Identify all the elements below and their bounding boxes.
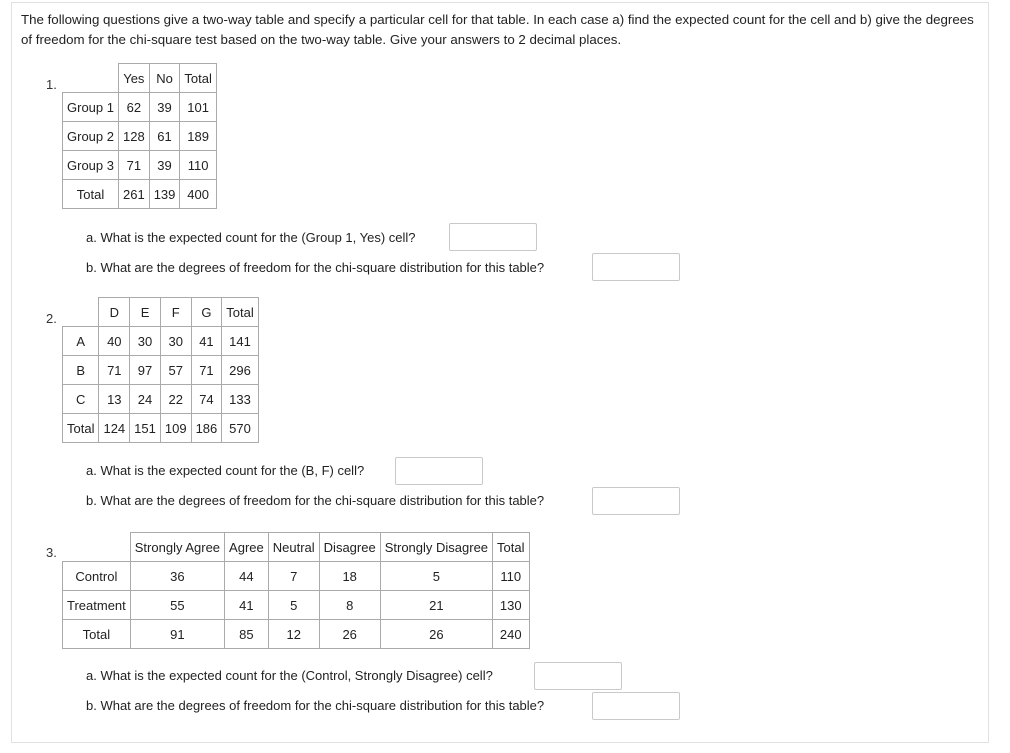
column-header: Total — [180, 64, 216, 93]
column-header: G — [191, 298, 222, 327]
table-cell: 261 — [118, 180, 149, 209]
two-way-table-3 — [62, 532, 530, 649]
answer-1b-input[interactable] — [592, 253, 680, 281]
table-row — [63, 385, 259, 414]
table-cell: 57 — [160, 356, 191, 385]
table-row — [63, 327, 259, 356]
table-row — [63, 356, 259, 385]
table-row — [63, 620, 530, 649]
table-cell: 570 — [222, 414, 258, 443]
row-header: Total — [63, 620, 131, 649]
question-2a-text: a. What is the expected count for the (B, F) cell? — [86, 463, 365, 478]
table-cell: 41 — [225, 591, 269, 620]
question-3b-text: b. What are the degrees of freedom for the chi-square distribution for this table? — [86, 698, 545, 713]
table-cell: 26 — [319, 620, 380, 649]
column-header: Neutral — [268, 533, 319, 562]
question-3a-text: a. What is the expected count for the (Control, Strongly Disagree) cell? — [86, 668, 493, 683]
table-row — [63, 122, 217, 151]
table-row — [63, 151, 217, 180]
table-cell: 71 — [118, 151, 149, 180]
table-cell: 55 — [130, 591, 224, 620]
table-cell: 141 — [222, 327, 258, 356]
table-cell: 71 — [191, 356, 222, 385]
question-panel — [11, 2, 989, 743]
answer-3a-input[interactable] — [534, 662, 622, 690]
table-cell: 101 — [180, 93, 216, 122]
table-cell: 40 — [99, 327, 130, 356]
table-cell: 21 — [380, 591, 492, 620]
table-cell: 85 — [225, 620, 269, 649]
row-header: Group 1 — [63, 93, 119, 122]
answer-3b-input[interactable] — [592, 692, 680, 720]
row-header: A — [63, 327, 99, 356]
column-header: E — [130, 298, 161, 327]
table-cell: 61 — [149, 122, 180, 151]
table-cell: 133 — [222, 385, 258, 414]
table-row — [63, 93, 217, 122]
table-cell: 30 — [130, 327, 161, 356]
table-cell: 24 — [130, 385, 161, 414]
table-cell: 39 — [149, 151, 180, 180]
row-header: Treatment — [63, 591, 131, 620]
table-cell: 240 — [493, 620, 529, 649]
table-cell: 22 — [160, 385, 191, 414]
table-cell: 39 — [149, 93, 180, 122]
question-number: 2. — [46, 311, 57, 326]
table-cell: 5 — [380, 562, 492, 591]
table-cell: 13 — [99, 385, 130, 414]
column-header: Strongly Disagree — [380, 533, 492, 562]
table-row — [63, 562, 530, 591]
row-header: B — [63, 356, 99, 385]
table-cell: 296 — [222, 356, 258, 385]
table-cell: 26 — [380, 620, 492, 649]
question-number: 3. — [46, 545, 57, 560]
table-corner — [63, 298, 99, 327]
row-header: Total — [63, 414, 99, 443]
column-header: Total — [493, 533, 529, 562]
answer-1a-input[interactable] — [449, 223, 537, 251]
question-1b-text: b. What are the degrees of freedom for the chi-square distribution for this table? — [86, 260, 545, 275]
column-header: Disagree — [319, 533, 380, 562]
table-cell: 30 — [160, 327, 191, 356]
table-cell: 139 — [149, 180, 180, 209]
table-cell: 41 — [191, 327, 222, 356]
table-cell: 12 — [268, 620, 319, 649]
table-cell: 400 — [180, 180, 216, 209]
two-way-table-1 — [62, 63, 217, 209]
table-corner — [63, 64, 119, 93]
table-cell: 110 — [493, 562, 529, 591]
row-header: Control — [63, 562, 131, 591]
table-row — [63, 180, 217, 209]
answer-2b-input[interactable] — [592, 487, 680, 515]
table-cell: 130 — [493, 591, 529, 620]
column-header: F — [160, 298, 191, 327]
question-2b-text: b. What are the degrees of freedom for the chi-square distribution for this table? — [86, 493, 545, 508]
table-cell: 186 — [191, 414, 222, 443]
table-cell: 189 — [180, 122, 216, 151]
table-corner — [63, 533, 131, 562]
table-cell: 36 — [130, 562, 224, 591]
column-header: Strongly Agree — [130, 533, 224, 562]
table-cell: 91 — [130, 620, 224, 649]
question-number: 1. — [46, 77, 57, 92]
table-cell: 109 — [160, 414, 191, 443]
table-cell: 44 — [225, 562, 269, 591]
table-cell: 62 — [118, 93, 149, 122]
table-row — [63, 591, 530, 620]
table-cell: 18 — [319, 562, 380, 591]
table-cell: 5 — [268, 591, 319, 620]
column-header: Agree — [225, 533, 269, 562]
table-cell: 97 — [130, 356, 161, 385]
table-row — [63, 414, 259, 443]
table-cell: 151 — [130, 414, 161, 443]
column-header: Yes — [118, 64, 149, 93]
table-cell: 124 — [99, 414, 130, 443]
answer-2a-input[interactable] — [395, 457, 483, 485]
row-header: Group 2 — [63, 122, 119, 151]
row-header: C — [63, 385, 99, 414]
table-cell: 71 — [99, 356, 130, 385]
instructions-text: The following questions give a two-way table and specify a particular cell for that table. In each case a) find the expected count for the cell and b) give the degrees of freedom for the chi-square test based on the two-way table. Give your answers to 2 decimal places. — [21, 12, 974, 47]
table-cell: 110 — [180, 151, 216, 180]
column-header: Total — [222, 298, 258, 327]
column-header: D — [99, 298, 130, 327]
two-way-table-2 — [62, 297, 259, 443]
column-header: No — [149, 64, 180, 93]
table-cell: 128 — [118, 122, 149, 151]
table-cell: 7 — [268, 562, 319, 591]
table-cell: 8 — [319, 591, 380, 620]
row-header: Group 3 — [63, 151, 119, 180]
row-header: Total — [63, 180, 119, 209]
question-1a-text: a. What is the expected count for the (Group 1, Yes) cell? — [86, 230, 416, 245]
table-cell: 74 — [191, 385, 222, 414]
